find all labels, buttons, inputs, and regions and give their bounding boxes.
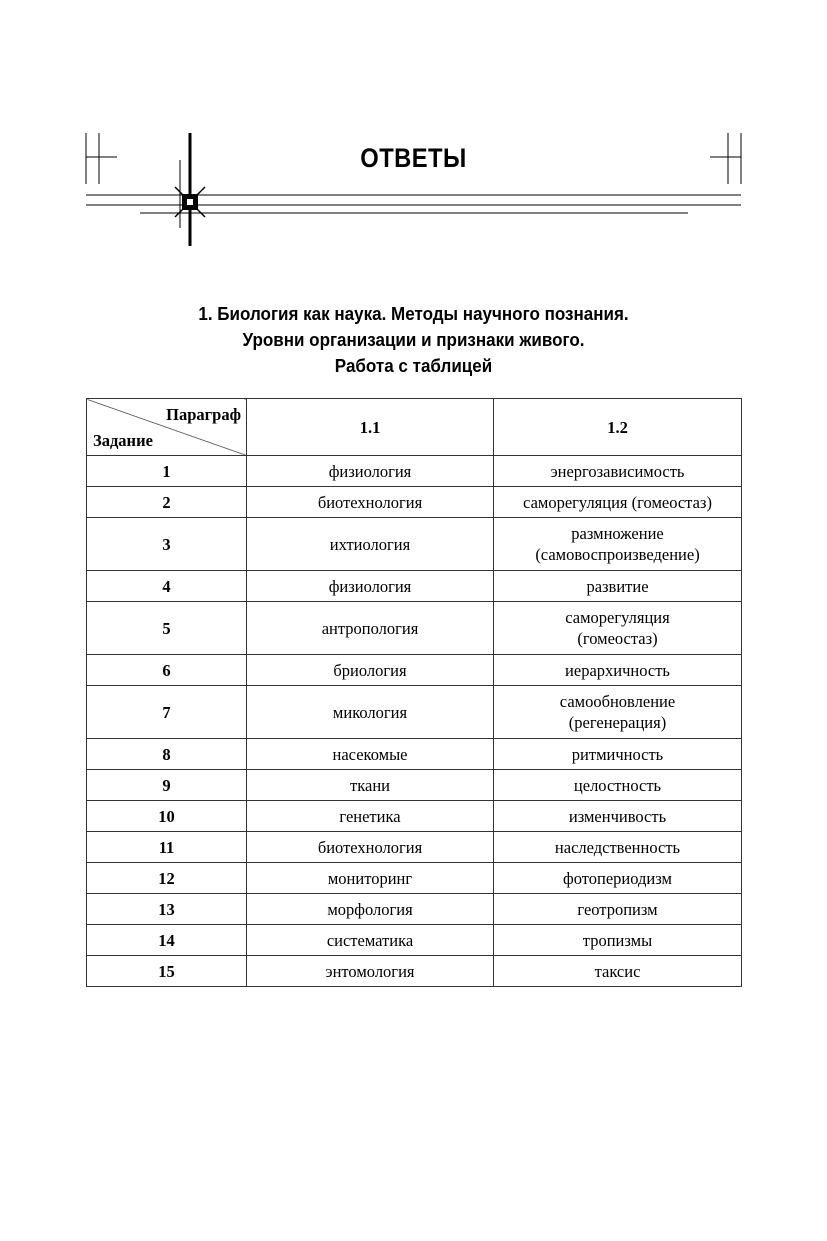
answer-cell: тропизмы [494,925,742,956]
answer-cell: целостность [494,770,742,801]
task-number: 6 [87,655,247,686]
answer-cell: энтомология [247,956,494,987]
answer-cell: фотопериодизм [494,863,742,894]
task-number: 4 [87,571,247,602]
answer-cell: генетика [247,801,494,832]
answer-cell: бриология [247,655,494,686]
task-number: 11 [87,832,247,863]
table-row [87,863,742,894]
answer-cell: физиология [247,571,494,602]
table-row [87,487,742,518]
section-heading [0,301,827,379]
task-number: 3 [87,518,247,571]
table-row [87,518,742,571]
answer-cell: ихтиология [247,518,494,571]
table-header-row [87,399,742,456]
corner-label-task: Задание [93,431,153,450]
table-row [87,456,742,487]
answer-cell [494,686,742,739]
answer-line: (регенерация) [568,713,667,732]
answer-cell: иерархичность [494,655,742,686]
table-row [87,571,742,602]
answer-cell: наследственность [494,832,742,863]
task-number: 7 [87,686,247,739]
answer-cell: физиология [247,456,494,487]
page-title: ОТВЕТЫ [360,143,467,173]
answer-cell: антропология [247,602,494,655]
answer-cell: саморегуляция (гомеостаз) [494,487,742,518]
answer-cell: энергозависимость [494,456,742,487]
column-header: 1.2 [494,399,742,456]
answer-cell: морфология [247,894,494,925]
answers-table [86,398,742,987]
answer-cell: биотехнология [247,487,494,518]
table-row [87,770,742,801]
task-number: 2 [87,487,247,518]
section-heading-line-1: 1. Биология как наука. Методы научного познания. [198,303,629,324]
answer-cell: систематика [247,925,494,956]
column-header: 1.1 [247,399,494,456]
task-number: 12 [87,863,247,894]
answer-cell: геотропизм [494,894,742,925]
table-row [87,602,742,655]
answer-line: самообновление [559,692,676,711]
answer-cell: развитие [494,571,742,602]
table-row [87,832,742,863]
answer-line: саморегуляция [565,608,670,627]
answer-line: (самовоспроизведение) [535,545,700,564]
header-ornament [0,0,827,260]
table-row [87,925,742,956]
answer-cell: ритмичность [494,739,742,770]
corner-header-cell [87,399,247,456]
answer-cell: насекомые [247,739,494,770]
table-row [87,956,742,987]
task-number: 1 [87,456,247,487]
answer-cell: ткани [247,770,494,801]
table-row [87,655,742,686]
section-heading-line-2: Уровни организации и признаки живого. [242,329,585,350]
table-row [87,686,742,739]
table-row [87,801,742,832]
task-number: 5 [87,602,247,655]
corner-label-paragraph: Параграф [166,405,241,424]
task-number: 13 [87,894,247,925]
answer-cell: таксис [494,956,742,987]
answer-line: (гомеостаз) [577,629,658,648]
table-row [87,894,742,925]
answer-cell: биотехнология [247,832,494,863]
task-number: 15 [87,956,247,987]
section-heading-line-3: Работа с таблицей [334,355,493,376]
answer-line: размножение [571,524,664,543]
answer-cell [494,602,742,655]
task-number: 9 [87,770,247,801]
answer-cell [494,518,742,571]
answer-cell: микология [247,686,494,739]
table-row [87,739,742,770]
answer-cell: изменчивость [494,801,742,832]
answer-cell: мониторинг [247,863,494,894]
task-number: 8 [87,739,247,770]
task-number: 14 [87,925,247,956]
task-number: 10 [87,801,247,832]
